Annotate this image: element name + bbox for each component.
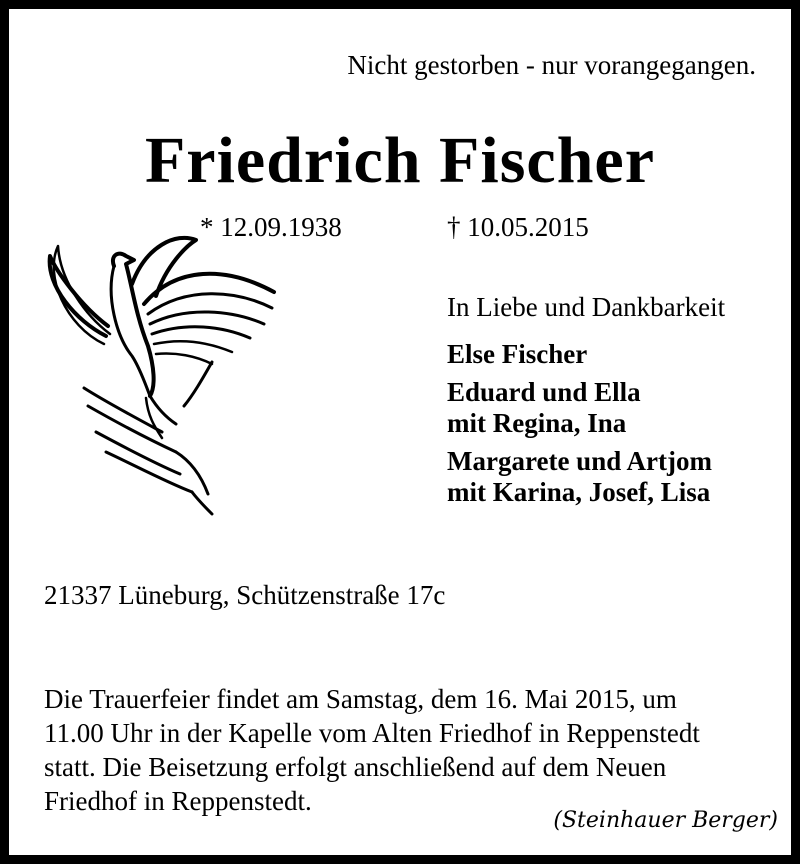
notice-line: 11.00 Uhr in der Kapelle vom Alten Friedhof in Reppenstedt [44, 718, 700, 748]
family-line: mit Karina, Josef, Lisa [447, 477, 711, 507]
family-line: Margarete und Artjom [447, 446, 712, 476]
motto: Nicht gestorben - nur vorangegangen. [347, 50, 756, 80]
mourners-list [447, 292, 725, 515]
family-line: Eduard und Ella [447, 377, 641, 407]
family-address: 21337 Lüneburg, Schützenstraße 17c [44, 580, 446, 610]
dove-and-hand-icon [36, 226, 286, 516]
notice-line: Die Trauerfeier findet am Samstag, dem 16. Mai 2015, um [44, 684, 677, 714]
family-line: Else Fischer [447, 339, 588, 369]
deceased-name: Friedrich Fischer [144, 124, 655, 197]
family-group [447, 339, 725, 370]
notice-line: statt. Die Beisetzung erfolgt anschließend auf dem Neuen [44, 752, 667, 782]
family-line: mit Regina, Ina [447, 408, 627, 438]
family-group [447, 377, 725, 439]
death-date: † 10.05.2015 [447, 212, 589, 242]
family-group [447, 446, 725, 508]
birth-date: * 12.09.1938 [200, 212, 342, 242]
mourners-intro: In Liebe und Dankbarkeit [447, 292, 726, 322]
notice-line: Friedhof in Reppenstedt. [44, 786, 312, 816]
funeral-notice [44, 682, 764, 818]
stonemason-signature: (Steinhauer Berger) [553, 808, 778, 833]
